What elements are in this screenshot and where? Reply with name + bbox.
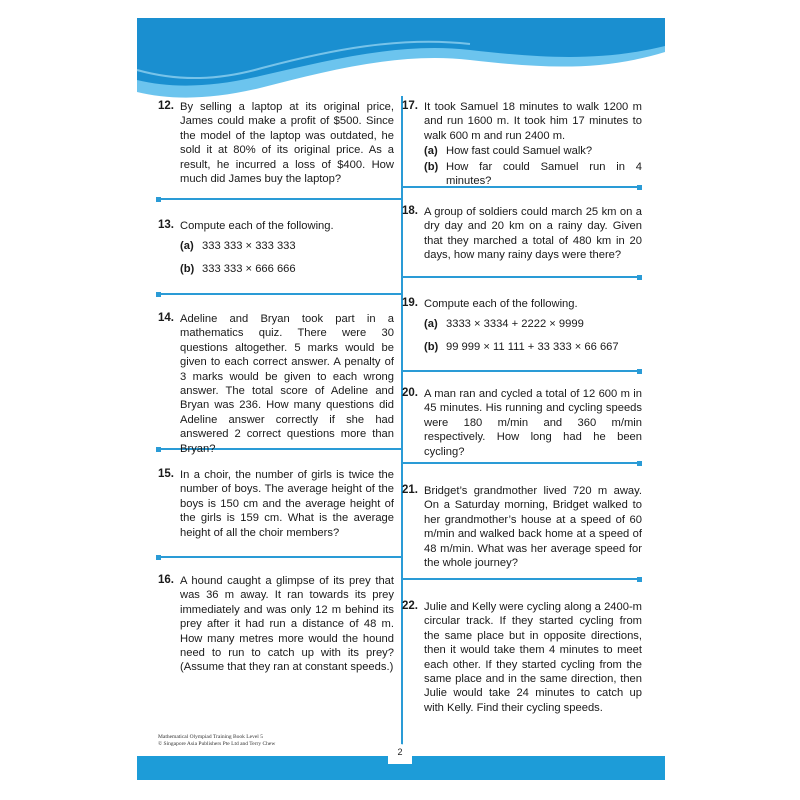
question-body <box>180 219 394 276</box>
question-text: Bridget’s grandmother lived 720 m away. On a Saturday morning, Bridget walked to her grandmother’s house at a speed of 60 m/min and walked back home at a speed of 48 m/min. What was her average speed for the whole journey? <box>424 485 642 570</box>
sub-question-b <box>424 160 642 189</box>
sub-text: How far could Samuel run in 4 minutes? <box>446 160 642 188</box>
separator-dot <box>637 275 642 280</box>
separator-dot <box>156 292 161 297</box>
sub-label: (b) <box>180 262 195 275</box>
question-number: 15. <box>158 468 174 480</box>
separator-right-4 <box>403 462 640 464</box>
sub-label: (b) <box>424 340 439 353</box>
separator-dot <box>637 461 642 466</box>
question-text: Compute each of the following. <box>424 298 578 310</box>
question-text: Adeline and Bryan took part in a mathematics quiz. There were 30 questions altogether. 5 marks would be given to each correct answer. A penalty of 3 marks would be given to each wrong answer. The total score of Adeline and Bryan was 236. How many questions did Adeline answer correctly if she had answered 2 correct questions more than Bryan? <box>180 313 394 455</box>
sub-question-a <box>180 239 394 253</box>
question-number: 22. <box>402 600 418 612</box>
column-divider <box>401 96 403 756</box>
sub-question-b <box>180 262 394 276</box>
separator-left-2 <box>158 293 401 295</box>
question-text: A man ran and cycled a total of 12 600 m in 45 minutes. His running and cycling speeds were 180 m/min and 360 m/min respectively. How long had he been cycling? <box>424 388 642 458</box>
sub-label: (a) <box>424 145 438 158</box>
question-text: Julie and Kelly were cycling along a 2400-m circular track. If they started cycling from the same place but in opposite directions, then it would take them 4 minutes to meet each other. If they started cycling from the same place and in the same direction, then Julie would take 24 minutes to catch up with Kelly. Find their cycling speeds. <box>424 601 642 714</box>
question-number: 19. <box>402 297 418 309</box>
sub-text: 3333 × 3334 + 2222 × 9999 <box>446 318 584 331</box>
sub-question-a <box>424 144 642 158</box>
separator-right-3 <box>403 370 640 372</box>
question-number: 18. <box>402 205 418 217</box>
sub-question-b <box>424 340 642 354</box>
separator-right-5 <box>403 578 640 580</box>
sub-text: 333 333 × 333 333 <box>202 240 296 253</box>
question-body <box>424 100 642 188</box>
separator-dot <box>156 197 161 202</box>
question-number: 21. <box>402 484 418 496</box>
separator-dot <box>637 577 642 582</box>
question-number: 20. <box>402 387 418 399</box>
separator-left-4 <box>158 556 401 558</box>
footer-book-title: Mathematical Olympiad Training Book Level 5 <box>158 734 263 740</box>
question-number: 13. <box>158 219 174 231</box>
separator-right-2 <box>403 276 640 278</box>
separator-dot <box>156 555 161 560</box>
question-number: 16. <box>158 574 174 586</box>
question-text: A hound caught a glimpse of its prey that was 36 m away. It ran towards its prey immediately and was only 12 m behind its prey after it had run a distance of 48 m. How many metres more would the hound need to run to catch up with its prey? (Assume that they ran at constant speeds.) <box>180 575 394 674</box>
question-text: Compute each of the following. <box>180 220 334 232</box>
sub-text: 333 333 × 666 666 <box>202 262 296 275</box>
sub-label: (a) <box>180 240 194 253</box>
sub-text: How fast could Samuel walk? <box>446 145 593 158</box>
question-body <box>424 297 642 354</box>
page-number: 2 <box>397 747 403 757</box>
footer-copyright: © Singapore Asia Publishers Pte Ltd and Terry Chew <box>158 741 276 747</box>
question-text: A group of soldiers could march 25 km on a dry day and 20 km on a rainy day. Given that they marched a total of 480 km in 20 days, how many rainy days were there? <box>424 206 642 262</box>
header-wave-banner <box>0 0 800 110</box>
separator-dot <box>156 447 161 452</box>
sub-label: (a) <box>424 318 438 331</box>
sub-text: 99 999 × 11 111 + 33 333 × 66 667 <box>446 340 619 353</box>
page-number-tab <box>388 744 412 764</box>
question-text: In a choir, the number of girls is twice the number of boys. The average height of the boys is 150 cm and the average height of the girls is 159 cm. What is the average height of all the choir members? <box>180 469 394 539</box>
question-number: 17. <box>402 100 418 112</box>
sub-question-a <box>424 317 642 331</box>
question-text: By selling a laptop at its original price, James could make a profit of $500. Since the model of the laptop was outdated, he sold it at 80% of its original price. As a result, he incurred a loss of $400. How much did James buy the laptop? <box>180 101 394 186</box>
separator-dot <box>637 369 642 374</box>
question-number: 12. <box>158 100 174 112</box>
separator-left-1 <box>158 198 401 200</box>
question-number: 14. <box>158 312 174 324</box>
question-text: It took Samuel 18 minutes to walk 1200 m and run 1600 m. It took him 17 minutes to walk 600 m and run 2400 m. <box>424 101 642 142</box>
sub-label: (b) <box>424 160 439 173</box>
